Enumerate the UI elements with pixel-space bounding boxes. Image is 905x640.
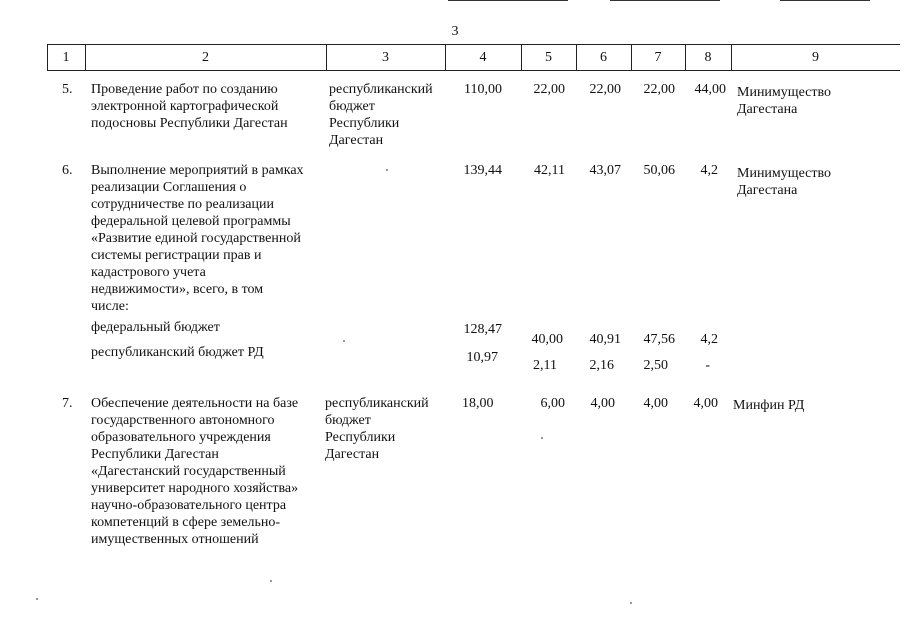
activity-name-line: государственного автономного [91, 413, 275, 428]
sub-year2-amount: 2,16 [589, 358, 614, 373]
page-number: 3 [451, 24, 459, 39]
activity-name-line: реализации Соглашения о [91, 180, 247, 195]
row-number: 7. [62, 396, 73, 411]
scan-artifact-line [448, 0, 568, 1]
activity-name-line: числе: [91, 299, 129, 314]
year1-amount: 42,11 [534, 163, 565, 178]
activity-name-line: кадастрового учета [91, 265, 206, 280]
sub-total-amount: 10,97 [466, 350, 498, 365]
funding-source-line: Дагестан [325, 447, 380, 462]
activity-name-line: компетенций в сфере земельно- [91, 515, 281, 530]
funding-source-line: бюджет [329, 99, 375, 114]
header-col-1: 1 [62, 50, 70, 65]
year3-amount: 50,06 [643, 163, 675, 178]
header-col-4: 4 [479, 50, 487, 65]
scan-speck [386, 169, 388, 171]
activity-name-line: электронной картографической [91, 99, 279, 114]
year1-amount: 22,00 [533, 82, 565, 97]
row-number: 5. [62, 82, 73, 97]
total-amount: 110,00 [464, 82, 502, 97]
year2-amount: 4,00 [590, 396, 615, 411]
scan-artifact-line [780, 0, 870, 1]
scan-speck [541, 437, 543, 439]
executor-line: Минфин РД [733, 398, 805, 413]
scan-speck [343, 340, 345, 342]
scan-artifact-line [610, 0, 720, 1]
scan-speck [36, 598, 38, 600]
sub-year4-amount: - [705, 358, 710, 373]
scan-speck [630, 602, 632, 604]
header-col-7: 7 [654, 50, 662, 65]
activity-name-line: подосновы Республики Дагестан [91, 116, 288, 131]
year4-amount: 44,00 [694, 82, 726, 97]
activity-name-line: образовательного учреждения [91, 430, 271, 445]
year4-amount: 4,2 [700, 163, 718, 178]
executor-line: Минимущество [737, 85, 831, 100]
executor-line: Минимущество [737, 166, 831, 181]
funding-source-line: Республики [329, 116, 400, 131]
row-number: 6. [62, 163, 73, 178]
header-col-8: 8 [704, 50, 712, 65]
sub-total-amount: 128,47 [463, 322, 502, 337]
sub-year3-amount: 47,56 [643, 332, 675, 347]
year2-amount: 22,00 [589, 82, 621, 97]
sub-year2-amount: 40,91 [589, 332, 621, 347]
executor-line: Дагестана [737, 183, 798, 198]
sub-row-label: республиканский бюджет РД [91, 345, 264, 360]
total-amount: 18,00 [462, 396, 494, 411]
activity-name-line: Проведение работ по созданию [91, 82, 278, 97]
activity-name-line: «Дагестанский государственный [91, 464, 286, 479]
header-col-9: 9 [812, 50, 819, 65]
year1-amount: 6,00 [540, 396, 565, 411]
year2-amount: 43,07 [589, 163, 621, 178]
activity-name-line: научно-образовательного центра [91, 498, 287, 513]
sub-year3-amount: 2,50 [643, 358, 668, 373]
sub-year1-amount: 2,11 [533, 358, 557, 373]
activity-name-line: системы регистрации прав и [91, 248, 262, 263]
activity-name-line: имущественных отношений [91, 532, 259, 547]
activity-name-line: федеральной целевой программы [91, 214, 291, 229]
executor-line: Дагестана [737, 102, 798, 117]
total-amount: 139,44 [463, 163, 502, 178]
activity-name-line: Обеспечение деятельности на базе [91, 396, 299, 411]
sub-year4-amount: 4,2 [700, 332, 718, 347]
header-col-5: 5 [545, 50, 552, 65]
activity-name-line: университет народного хозяйства» [91, 481, 299, 496]
funding-source-line: республиканский [325, 396, 429, 411]
funding-source-line: Республики [325, 430, 396, 445]
header-col-3: 3 [382, 50, 389, 65]
activity-name-line: недвижимости», всего, в том [91, 282, 264, 297]
activity-name-line: Республики Дагестан [91, 447, 219, 462]
funding-source-line: республиканский [329, 82, 433, 97]
year3-amount: 22,00 [643, 82, 675, 97]
funding-source-line: бюджет [325, 413, 371, 428]
sub-year1-amount: 40,00 [531, 332, 563, 347]
sub-row-label: федеральный бюджет [91, 320, 220, 335]
header-col-6: 6 [600, 50, 607, 65]
scan-speck [270, 580, 272, 582]
funding-source-line: Дагестан [329, 133, 384, 148]
activity-name-line: Выполнение мероприятий в рамках [91, 163, 304, 178]
year3-amount: 4,00 [643, 396, 668, 411]
year4-amount: 4,00 [693, 396, 718, 411]
activity-name-line: сотрудничестве по реализации [91, 197, 274, 212]
activity-name-line: «Развитие единой государственной [91, 231, 301, 246]
header-col-2: 2 [202, 50, 209, 65]
